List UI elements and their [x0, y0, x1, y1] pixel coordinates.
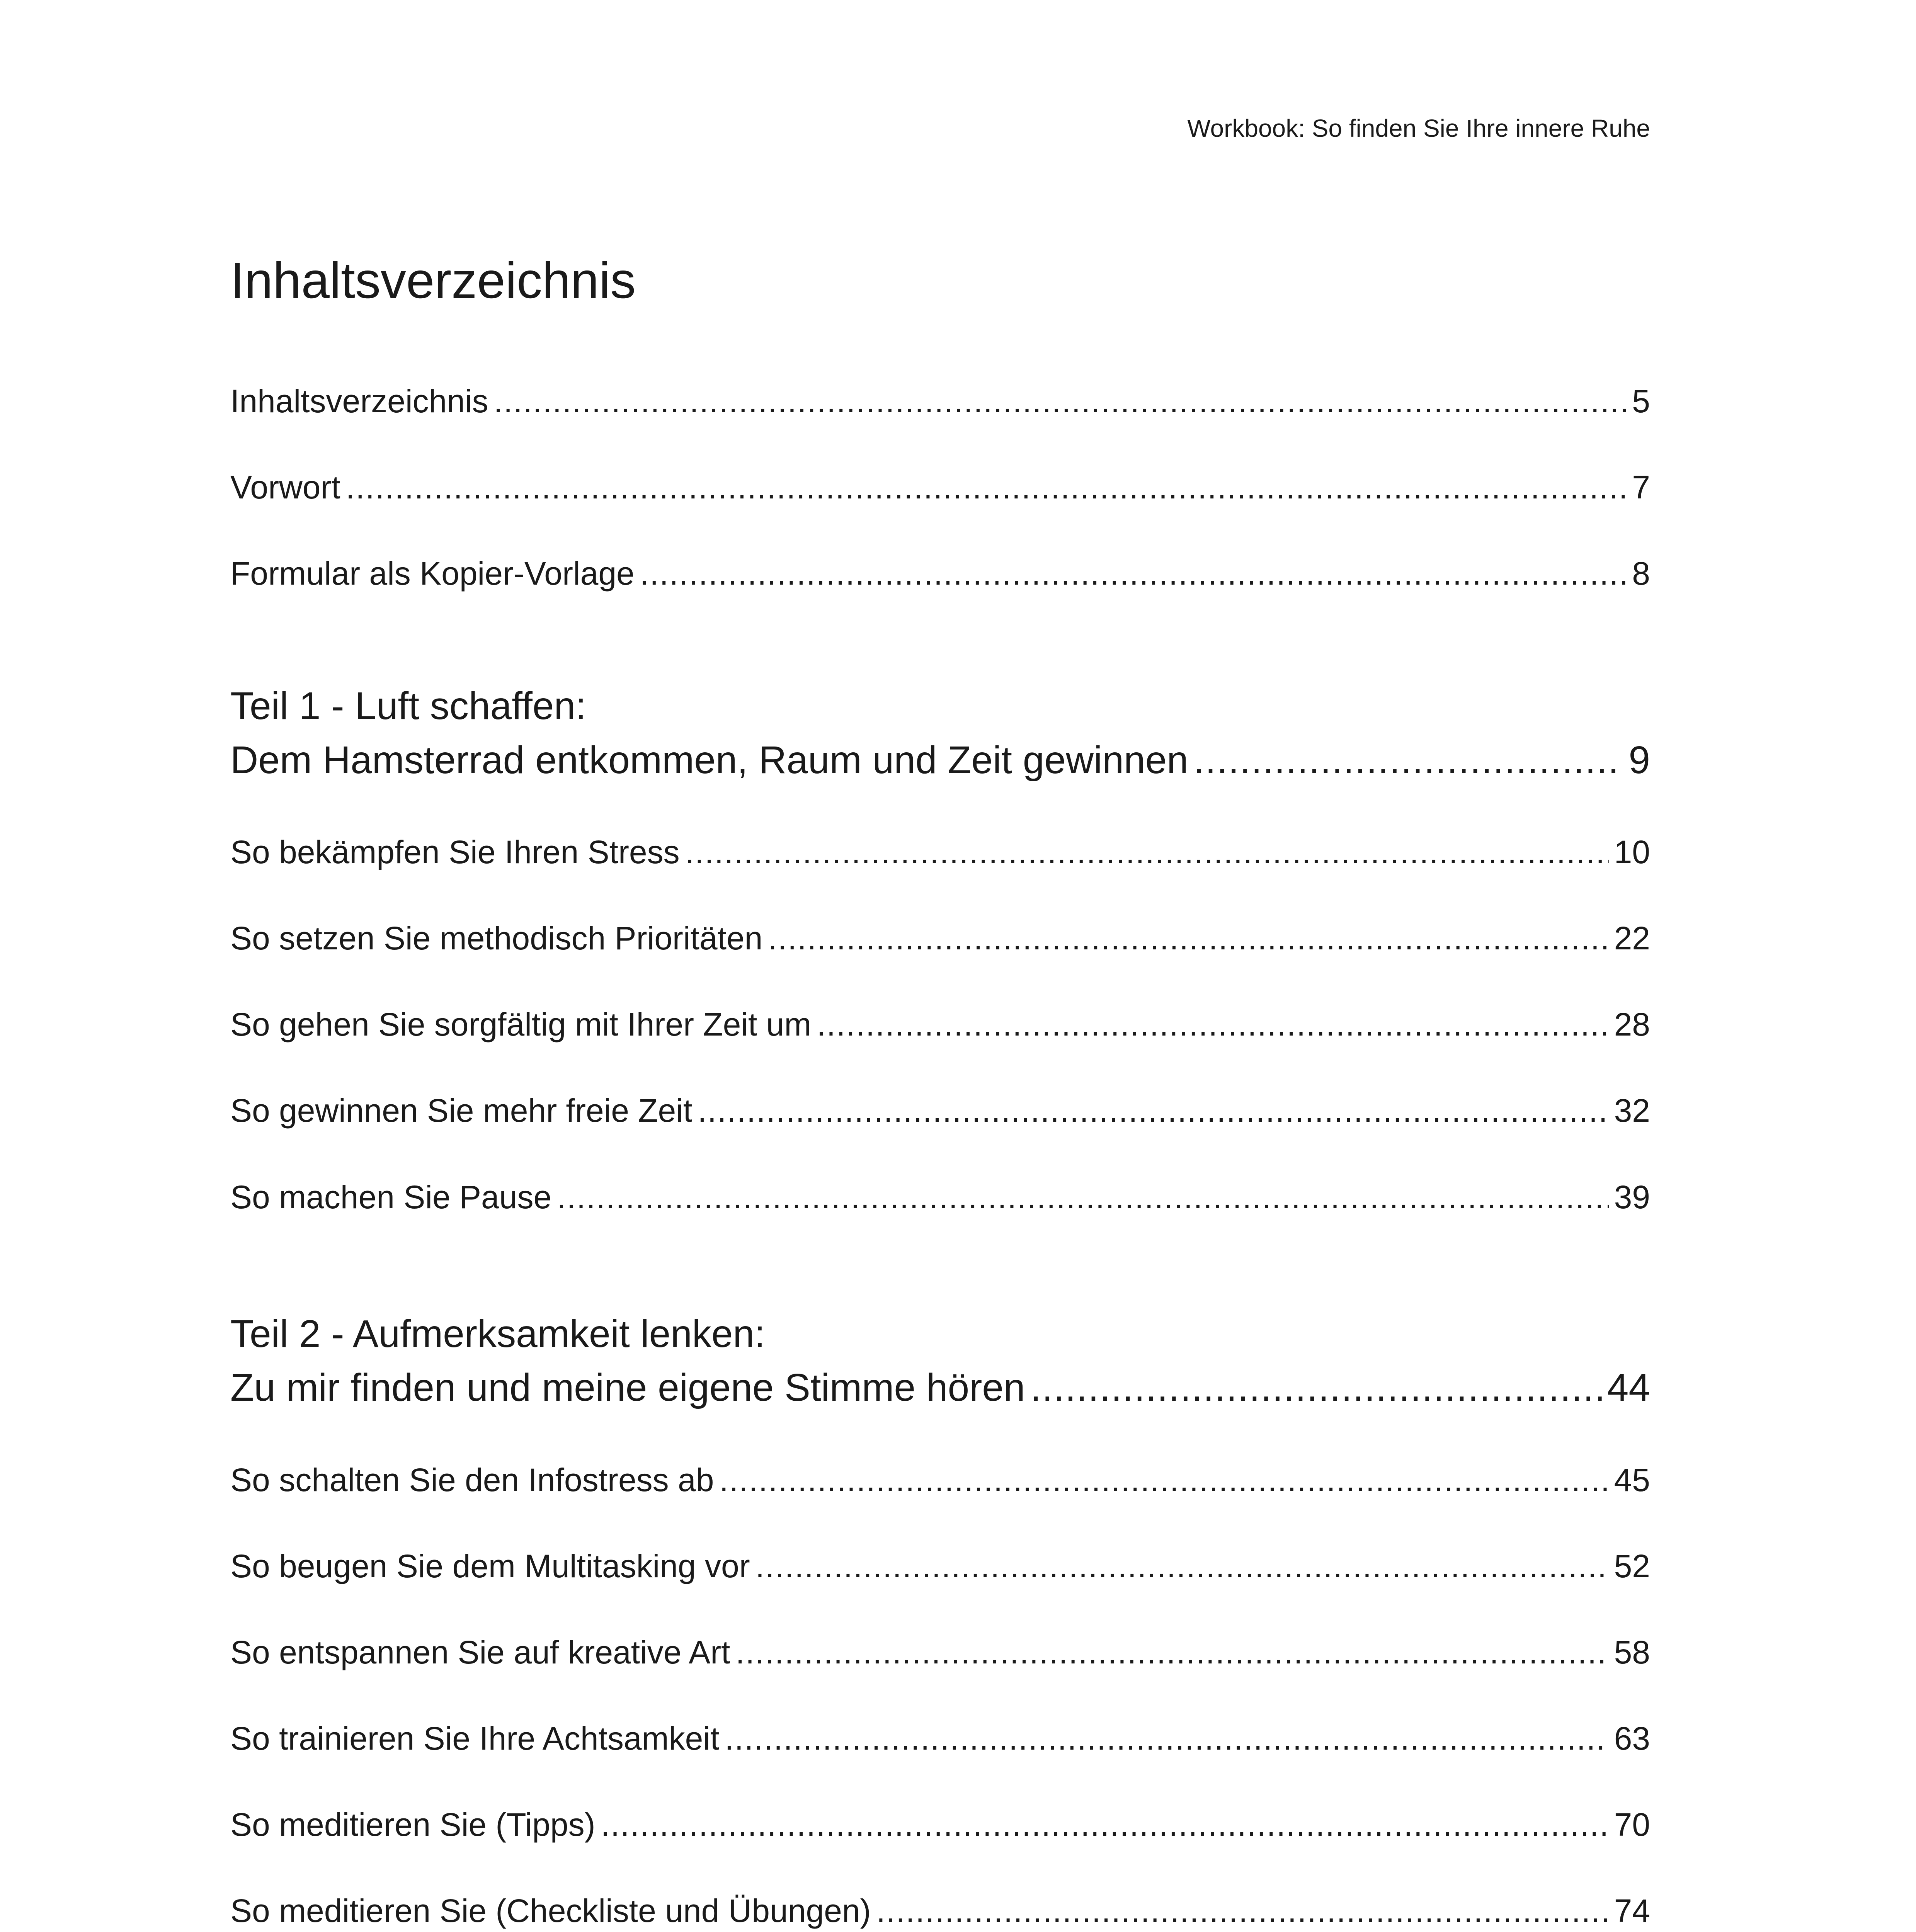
dot-leader: [601, 1806, 1609, 1844]
toc-entry[interactable]: [230, 1461, 1650, 1500]
part-2-title-entry[interactable]: [230, 1366, 1650, 1412]
running-header: Workbook: So finden Sie Ihre innere Ruhe: [1187, 114, 1650, 142]
toc-entry-label: So machen Sie Pause: [230, 1179, 552, 1215]
dot-leader: [736, 1634, 1609, 1671]
toc-entry[interactable]: [230, 1634, 1650, 1672]
toc-entry-label: So entspannen Sie auf kreative Art: [230, 1634, 730, 1670]
toc-entry[interactable]: [230, 1092, 1650, 1131]
toc-entry-label: So setzen Sie methodisch Prioritäten: [230, 920, 763, 956]
toc-entry-page: 28: [1614, 1006, 1650, 1043]
toc-entry-page: 63: [1614, 1720, 1650, 1757]
part-heading-label: Teil 2 - Aufmerksamkeit lenken:: [230, 1312, 765, 1355]
dot-leader: [817, 1006, 1608, 1043]
part-heading-label: Teil 1 - Luft schaffen:: [230, 684, 586, 728]
toc-entry[interactable]: [230, 555, 1650, 594]
toc-entry-label: Formular als Kopier-Vorlage: [230, 555, 635, 592]
dot-leader: [725, 1720, 1608, 1757]
toc-entry-label: So schalten Sie den Infostress ab: [230, 1462, 714, 1498]
toc-entry-page: 45: [1614, 1462, 1650, 1498]
toc-entry-label: Vorwort: [230, 469, 340, 505]
toc-entry-page: 7: [1632, 469, 1650, 505]
dot-leader: [1031, 1366, 1602, 1410]
toc-entry[interactable]: [230, 920, 1650, 958]
toc-entry[interactable]: [230, 1179, 1650, 1217]
toc-entry-page: 39: [1614, 1179, 1650, 1215]
toc-entry[interactable]: [230, 383, 1650, 421]
dot-leader: [1194, 738, 1623, 782]
toc-entry-page: 70: [1614, 1806, 1650, 1843]
toc-entry[interactable]: [230, 469, 1650, 507]
toc-entry-label: So trainieren Sie Ihre Achtsamkeit: [230, 1720, 720, 1757]
dot-leader: [756, 1548, 1609, 1585]
toc-entry[interactable]: [230, 1006, 1650, 1044]
toc-entry[interactable]: [230, 1806, 1650, 1845]
toc-entry[interactable]: [230, 1892, 1650, 1931]
toc-entry[interactable]: [230, 1720, 1650, 1759]
toc-entry-label: So meditieren Sie (Tipps): [230, 1806, 596, 1843]
dot-leader: [719, 1461, 1608, 1499]
toc-entry[interactable]: [230, 833, 1650, 872]
dot-leader: [876, 1892, 1609, 1930]
toc-title: Inhaltsverzeichnis: [230, 252, 636, 309]
toc-entry-label: So gewinnen Sie mehr freie Zeit: [230, 1092, 693, 1129]
dot-leader: [698, 1092, 1608, 1129]
toc-entry-label: So bekämpfen Sie Ihren Stress: [230, 834, 680, 870]
toc-entry-label: Inhaltsverzeichnis: [230, 383, 488, 419]
dot-leader: [768, 920, 1608, 957]
part-subtitle-label: Dem Hamsterrad entkommen, Raum und Zeit gewinnen: [230, 738, 1188, 782]
toc-entry-label: So gehen Sie sorgfältig mit Ihrer Zeit um: [230, 1006, 812, 1043]
toc-entry-page: 52: [1614, 1548, 1650, 1584]
toc-entry-page: 32: [1614, 1092, 1650, 1129]
part-2-heading: [230, 1312, 1650, 1358]
toc-entry-page: 74: [1614, 1893, 1650, 1929]
dot-leader: [640, 555, 1627, 592]
toc-entry-page: 10: [1614, 834, 1650, 870]
toc-entry-page: 58: [1614, 1634, 1650, 1670]
part-page: 44: [1607, 1366, 1650, 1409]
dot-leader: [494, 383, 1627, 420]
toc-entry[interactable]: [230, 1548, 1650, 1586]
toc-entry-label: So beugen Sie dem Multitasking vor: [230, 1548, 750, 1584]
toc-entry-page: 22: [1614, 920, 1650, 956]
toc-entry-page: 8: [1632, 555, 1650, 592]
part-page: 9: [1628, 738, 1650, 782]
dot-leader: [685, 833, 1609, 871]
toc-entry-label: So meditieren Sie (Checkliste und Übungen): [230, 1893, 871, 1929]
dot-leader: [557, 1179, 1608, 1216]
part-1-title-entry[interactable]: [230, 738, 1650, 784]
part-1-heading: [230, 684, 1650, 730]
part-subtitle-label: Zu mir finden und meine eigene Stimme hören: [230, 1366, 1025, 1409]
dot-leader: [346, 469, 1627, 506]
toc-entry-page: 5: [1632, 383, 1650, 419]
